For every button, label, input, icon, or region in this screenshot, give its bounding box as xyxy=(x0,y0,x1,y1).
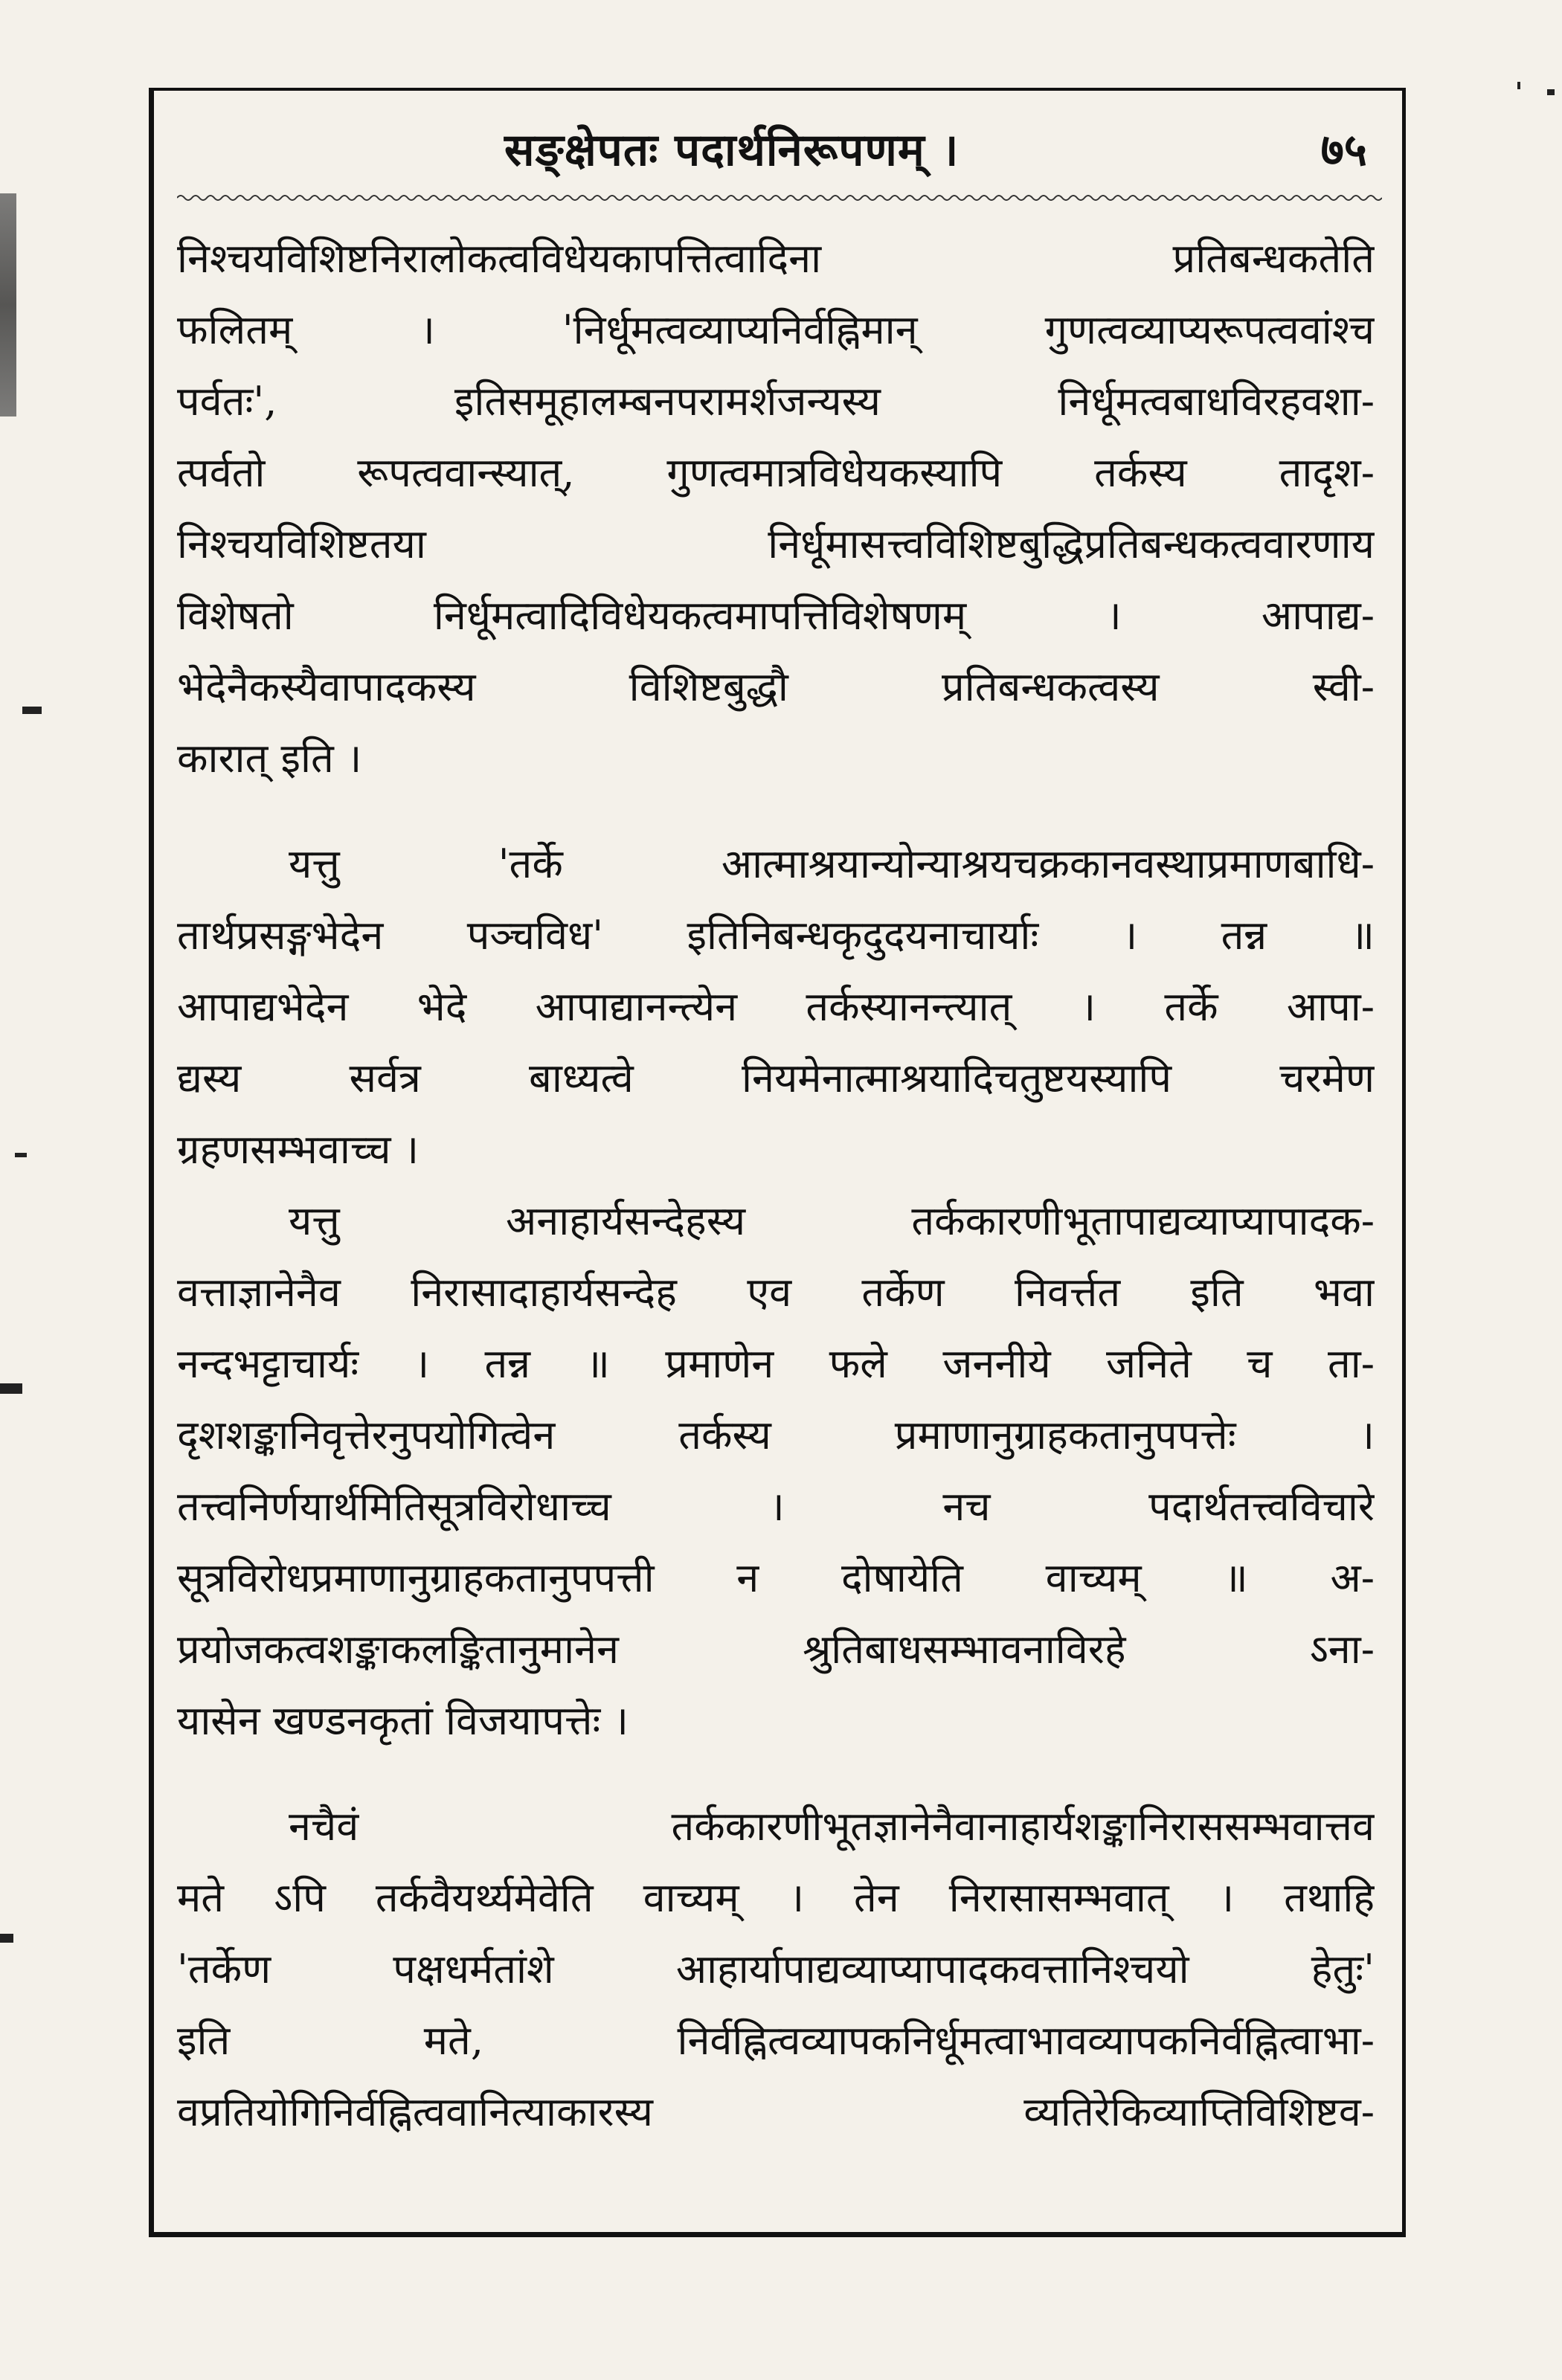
paragraph xyxy=(177,1791,1375,2148)
text-line: वप्रतियोगिनिर्वह्नित्ववानित्याकारस्य व्यतिरेकिव्याप्तिविशिष्टव- xyxy=(177,2088,1375,2135)
text-line: फलितम् । 'निर्धूमत्वव्याप्यनिर्वह्निमान् गुणत्वव्याप्यरूपत्ववांश्च xyxy=(177,306,1375,353)
text-line: प्रयोजकत्वशङ्काकलङ्कितानुमानेन श्रुतिबाधसम्भावनाविरहे ऽना- xyxy=(177,1626,1375,1673)
scan-margin-mark xyxy=(1517,82,1520,89)
paragraph xyxy=(177,1186,1375,1757)
text-line: तार्थप्रसङ्गभेदेन पञ्चविध' इतिनिबन्धकृदुदयनाचार्याः । तन्न ॥ xyxy=(177,912,1375,959)
text-line: ग्रहणसम्भवाच्च । xyxy=(177,1126,420,1173)
text-line: निश्चयविशिष्टनिरालोकत्वविधेयकापत्तित्वादिना प्रतिबन्धकतेति xyxy=(177,235,1375,282)
text-line: यत्तु 'तर्के आत्माश्रयान्योन्याश्रयचक्रकानवस्थाप्रमाणबाधि- xyxy=(289,840,1375,887)
text-line: 'तर्केण पक्षधर्मतांशे आहार्यापाद्यव्याप्यापादकवत्तानिश्चयो हेतुः' xyxy=(177,1946,1375,1993)
text-line: दृशशङ्कानिवृत्तेरनुपयोगित्वेन तर्कस्य प्रमाणानुग्राहकतानुपपत्तेः । xyxy=(177,1412,1375,1458)
scan-margin-mark xyxy=(0,1934,13,1943)
paragraph xyxy=(177,829,1375,1186)
text-line: निश्चयविशिष्टतया निर्धूमासत्त्वविशिष्टबुद्धिप्रतिबन्धकत्ववारणाय xyxy=(177,521,1375,567)
text-line: सूत्रविरोधप्रमाणानुग्राहकतानुपपत्ती न दोषायेति वाच्यम् ॥ अ- xyxy=(177,1554,1375,1601)
scan-margin-mark xyxy=(15,1153,27,1157)
text-line: भेदेनैकस्यैवापादकस्य विशिष्टबुद्धौ प्रतिबन्धकत्वस्य स्वी- xyxy=(177,663,1375,710)
text-line: वत्ताज्ञानेनैव निरासादाहार्यसन्देह एव तर्केण निवर्त्तत इति भवा xyxy=(177,1269,1375,1316)
text-line: इति मते, निर्वह्नित्वव्यापकनिर्धूमत्वाभावव्यापकनिर्वह्नित्वाभा- xyxy=(177,2017,1375,2064)
text-line: पर्वतः', इतिसमूहालम्बनपरामर्शजन्यस्य निर्धूमत्वबाधविरहवशा- xyxy=(177,378,1375,425)
scan-margin-mark xyxy=(0,1383,22,1394)
text-line: तत्त्वनिर्णयार्थमितिसूत्रविरोधाच्च । नच पदार्थतत्त्वविचारे xyxy=(177,1483,1375,1530)
scan-margin-mark xyxy=(0,193,16,416)
text-line: द्यस्य सर्वत्र बाध्यत्वे नियमेनात्माश्रयादिचतुष्टयस्यापि चरमेण xyxy=(177,1055,1375,1101)
text-line: विशेषतो निर्धूमत्वादिविधेयकत्वमापत्तिविशेषणम् । आपाद्य- xyxy=(177,592,1375,639)
wavy-header-rule xyxy=(177,192,1382,204)
text-line: मते ऽपि तर्कवैयर्थ्यमेवेति वाच्यम् । तेन निरासासम्भवात् । तथाहि xyxy=(177,1874,1375,1921)
body-text xyxy=(177,223,1375,2148)
text-line: कारात् इति । xyxy=(177,735,362,782)
scan-margin-mark xyxy=(1547,89,1555,95)
page-header xyxy=(177,104,1382,193)
text-line: यासेन खण्डनकृतां विजयापत्तेः । xyxy=(177,1697,629,1744)
text-line: त्पर्वतो रूपत्ववान्स्यात्, गुणत्वमात्रविधेयकस्यापि तर्कस्य तादृश- xyxy=(177,449,1375,496)
paragraph xyxy=(177,223,1375,794)
page-number: ७५ xyxy=(1320,124,1367,176)
text-line: नचैवं तर्ककारणीभूतज्ञानेनैवानाहार्यशङ्कानिराससम्भवात्तव xyxy=(289,1803,1375,1850)
text-line: नन्दभट्टाचार्यः । तन्न ॥ प्रमाणेन फले जननीये जनिते च ता- xyxy=(177,1340,1375,1387)
text-line: आपाद्यभेदेन भेदे आपाद्यानन्त्येन तर्कस्यानन्त्यात् । तर्के आपा- xyxy=(177,983,1375,1030)
scan-margin-mark xyxy=(22,707,42,714)
running-title: सङ्क्षेपतः पदार्थनिरूपणम् । xyxy=(504,124,960,176)
text-line: यत्तु अनाहार्यसन्देहस्य तर्ककारणीभूतापाद्यव्याप्यापादक- xyxy=(289,1197,1375,1244)
